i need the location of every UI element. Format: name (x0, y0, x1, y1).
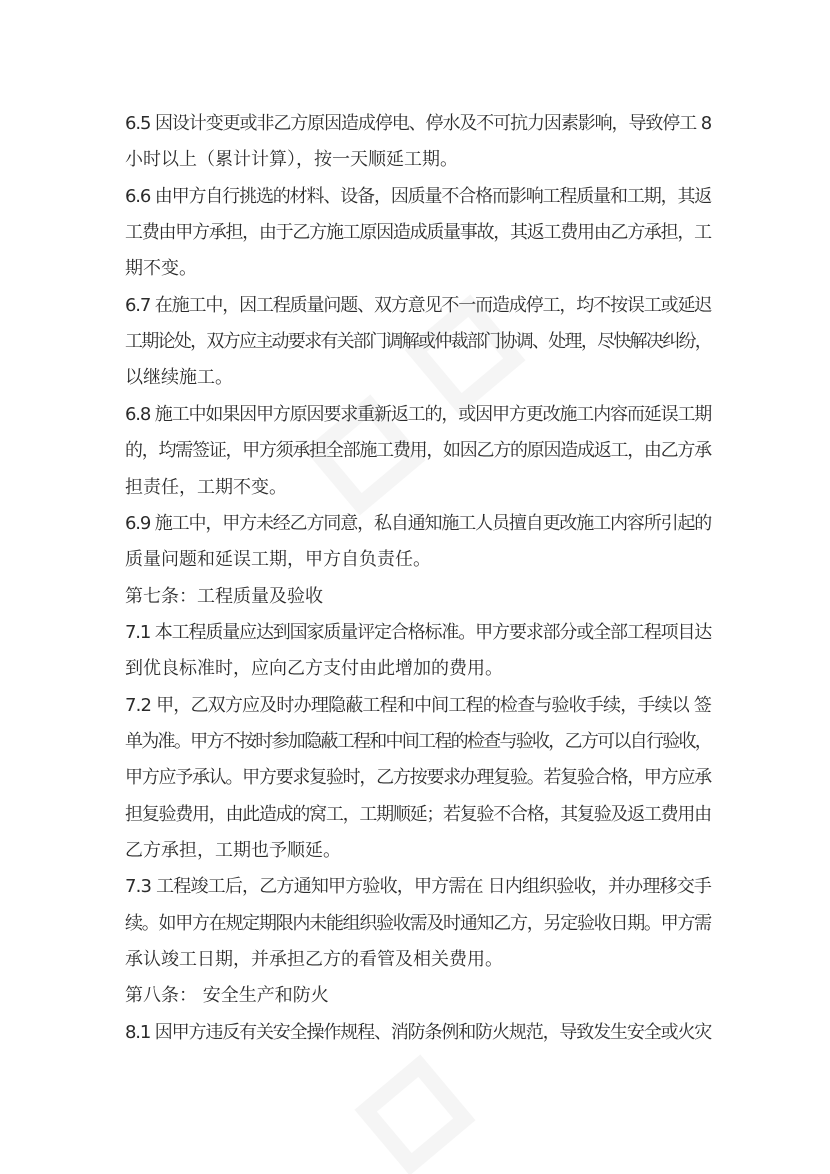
text-line: 乙方承担，工期也予顺延。 (125, 840, 341, 861)
text-line: 质量问题和延误工期，甲方自负责任。 (125, 549, 431, 571)
text-line: 的，均需签证，甲方须承担全部施工费用，如因乙方的原因造成返工，由乙方承 (125, 440, 711, 462)
text-line: 担复验费用，由此造成的窝工，工期顺延；若复验不合格，其复验及返工费用由 (125, 803, 711, 825)
text-line: 期不变。 (125, 258, 197, 280)
text-line: 单为准。甲方不按时参加隐蔽工程和中间工程的检查与验收，乙方可以自行验收， (125, 730, 712, 752)
text-line: 甲方应予承认。甲方要求复验时，乙方按要求办理复验。若复验合格，甲方应承 (125, 767, 711, 789)
text-line: 第八条： 安全生产和防火 (125, 985, 329, 1007)
text-line: 第七条：工程质量及验收 (125, 585, 323, 607)
text-line: 担责任，工期不变。 (125, 476, 287, 498)
text-line: 以继续施工。 (125, 367, 233, 389)
text-line: 6.5 因设计变更或非乙方原因造成停电、停水及不可抗力因素影响，导致停工 8 (125, 113, 712, 134)
text-line: 6.7 在施工中，因工程质量问题、双方意见不一而造成停工，均不按误工或延迟 (125, 294, 712, 316)
text-line: 小时以上（累计计算），按一天顺延工期。 (125, 149, 458, 171)
text-line: 工费由甲方承担，由于乙方施工原因造成质量事故，其返工费用由乙方承担，工 (125, 222, 711, 244)
text-line: 6.6 由甲方自行挑选的材料、设备，因质量不合格而影响工程质量和工期，其返 (125, 185, 712, 207)
text-line: 6.9 施工中，甲方未经乙方同意，私自通知施工人员擅自更改施工内容所引起的 (125, 512, 712, 534)
text-line: 6.8 施工中如果因甲方原因要求重新返工的，或因甲方更改施工内容而延误工期 (125, 403, 712, 425)
text-line: 工期论处，双方应主动要求有关部门调解或仲裁部门协调、处理，尽快解决纠纷， (125, 331, 712, 353)
text-line: 承认竣工日期，并承担乙方的看管及相关费用。 (125, 949, 503, 971)
text-line: 续。如甲方在规定期限内未能组织验收需及时通知乙方，另定验收日期。甲方需 (125, 912, 711, 934)
text-line: 到优良标准时，应向乙方支付由此增加的费用。 (125, 658, 503, 680)
text-line: 7.3 工程竣工后，乙方通知甲方验收，甲方需在 日内组织验收，并办理移交手 (125, 876, 712, 898)
text-line: 7.2 甲，乙双方应及时办理隐蔽工程和中间工程的检查与验收手续，手续以 签 (125, 694, 712, 716)
text-line: 8.1 因甲方违反有关安全操作规程、消防条例和防火规范，导致发生安全或火灾 (125, 1021, 712, 1043)
text-line: 7.1 本工程质量应达到国家质量评定合格标准。甲方要求部分或全部工程项目达 (125, 621, 712, 643)
